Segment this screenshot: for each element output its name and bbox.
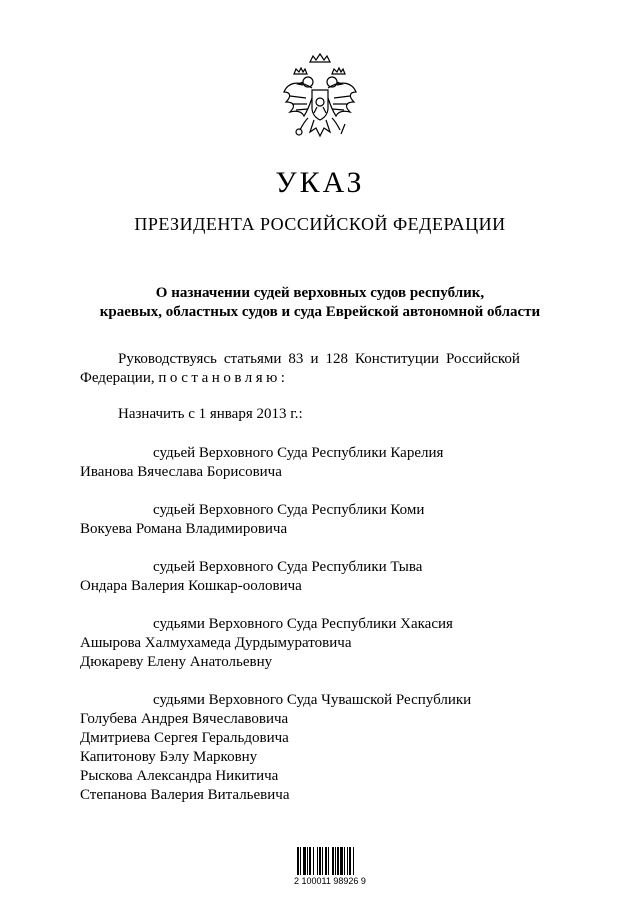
document-title: УКАЗ bbox=[275, 166, 365, 199]
appointee-name: Ашырова Халмухамеда Дурдымуратовича bbox=[80, 635, 352, 651]
appointee-name: Ондара Валерия Кошкар-ооловича bbox=[80, 578, 302, 594]
barcode-bar bbox=[328, 847, 329, 875]
appointment-group bbox=[80, 444, 540, 482]
intro-word: статьями bbox=[223, 351, 282, 367]
coat-of-arms-icon bbox=[280, 52, 360, 144]
barcode-bar bbox=[335, 847, 336, 875]
appointment-group bbox=[80, 501, 540, 539]
barcode-bar bbox=[322, 847, 323, 875]
appointments-list bbox=[80, 444, 540, 824]
court-position: судьей Верховного Суда Республики Карелия bbox=[153, 445, 444, 461]
appointee-name: Дмитриева Сергея Геральдовича bbox=[80, 730, 289, 746]
barcode-number: 2 100011 98926 9 bbox=[294, 876, 366, 886]
intro-line-2-prefix: Федерации, bbox=[80, 370, 159, 386]
barcode-bar bbox=[340, 847, 343, 875]
appointee-name: Иванова Вячеслава Борисовича bbox=[80, 464, 282, 480]
document-subtitle: ПРЕЗИДЕНТА РОССИЙСКОЙ ФЕДЕРАЦИИ bbox=[134, 214, 506, 234]
barcode-bar bbox=[300, 847, 301, 875]
appointee-name: Степанова Валерия Витальевича bbox=[80, 787, 290, 803]
barcode-bar bbox=[349, 847, 351, 875]
barcode-bar bbox=[309, 847, 311, 875]
appointee-name: Голубева Андрея Вячеславовича bbox=[80, 711, 289, 727]
appointee-name: Рыскова Александра Никитича bbox=[80, 768, 279, 784]
intro-word: 83 bbox=[288, 351, 304, 367]
barcode-bar bbox=[347, 847, 348, 875]
barcode-bar bbox=[317, 847, 318, 875]
appointment-group bbox=[80, 558, 540, 596]
decree-word: постановляю: bbox=[158, 370, 289, 386]
barcode-icon bbox=[296, 847, 378, 875]
barcode-bar bbox=[344, 847, 345, 875]
barcode-bar bbox=[307, 847, 308, 875]
court-position: судьями Верховного Суда Республики Хакасия bbox=[153, 616, 453, 632]
court-position: судьей Верховного Суда Республики Коми bbox=[153, 502, 425, 518]
intro-word: и bbox=[310, 351, 319, 367]
intro-word: Российской bbox=[446, 351, 520, 367]
intro-word: Конституции bbox=[355, 351, 439, 367]
decree-subject bbox=[0, 284, 640, 322]
barcode-bar bbox=[319, 847, 321, 875]
appointee-name: Вокуева Романа Владимировича bbox=[80, 521, 288, 537]
court-position: судьей Верховного Суда Республики Тыва bbox=[153, 559, 423, 575]
barcode-bar bbox=[303, 847, 306, 875]
barcode-bar bbox=[297, 847, 299, 875]
barcode-bar bbox=[353, 847, 354, 875]
appointee-name: Капитонову Бэлу Марковну bbox=[80, 749, 258, 765]
appointment-group bbox=[80, 615, 540, 672]
court-position: судьями Верховного Суда Чувашской Республики bbox=[153, 692, 472, 708]
intro-line-1 bbox=[118, 350, 520, 369]
appointee-name: Дюкареву Елену Анатольевну bbox=[80, 654, 273, 670]
subject-line-1: О назначении судей верховных судов республик, bbox=[155, 285, 485, 301]
intro-word: 128 bbox=[325, 351, 348, 367]
appoint-line: Назначить с 1 января 2013 г.: bbox=[118, 406, 303, 422]
barcode-bar bbox=[337, 847, 339, 875]
intro-word: Руководствуясь bbox=[118, 351, 217, 367]
barcode-bar bbox=[332, 847, 334, 875]
intro-line-2 bbox=[80, 369, 520, 388]
barcode-bar bbox=[325, 847, 327, 875]
barcode-bar bbox=[313, 847, 314, 875]
subject-line-2: краевых, областных судов и суда Еврейской автономной области bbox=[99, 304, 541, 320]
intro-paragraph bbox=[80, 350, 520, 388]
appointment-group bbox=[80, 691, 540, 805]
